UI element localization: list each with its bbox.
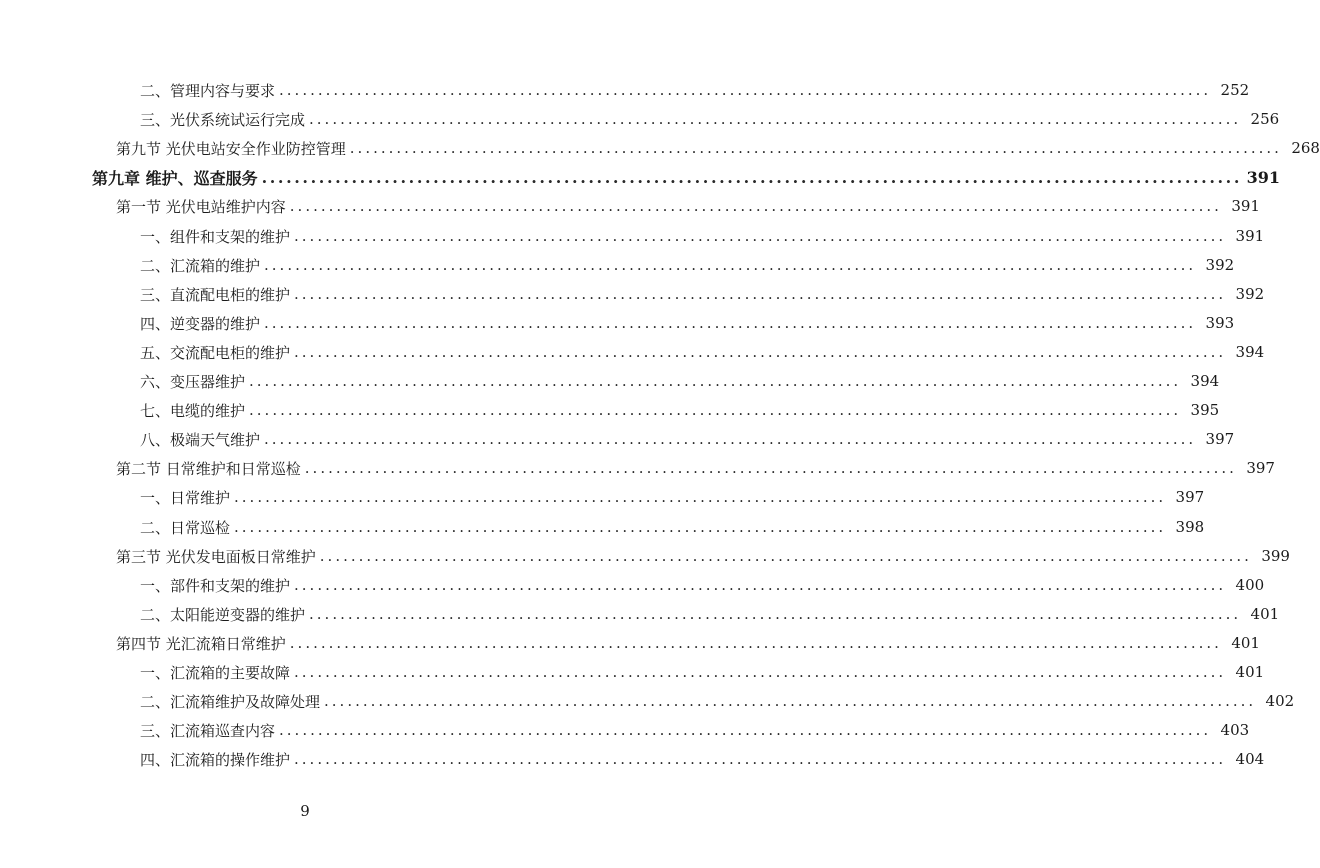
toc-entry-label: 八、极端天气维护 [140,430,261,449]
toc-entry-label: 二、汇流箱维护及故障处理 [140,692,321,711]
toc-entry-item [0,78,1250,102]
toc-entry-label: 二、日常巡检 [140,518,231,537]
toc-entry-item [0,398,1220,422]
toc-entry-item [0,224,1265,248]
toc-entry-page: 401 [1231,634,1260,652]
dot-leader: ........................................................................................................................ [264,256,1197,274]
toc-entry-label: 三、直流配电柜的维护 [140,285,291,304]
dot-leader: ........................................................................................................................ [349,139,1282,157]
toc-entry-item [0,253,1235,277]
toc-entry-page: 401 [1235,663,1265,681]
dot-leader: ........................................................................................................................ [234,488,1167,506]
toc-entry-label: 三、汇流箱巡查内容 [140,721,276,740]
toc-entry-item [0,427,1235,451]
dot-leader: ........................................................................................................................ [279,81,1212,99]
toc-entry-page: 391 [1231,197,1260,215]
dot-leader: ........................................................................................................................ [294,750,1227,768]
toc-entry-label: 二、管理内容与要求 [140,81,276,100]
toc-entry-page: 401 [1250,605,1280,623]
toc-entry-item [0,602,1280,626]
dot-leader: ........................................................................................................................ [319,547,1252,565]
dot-leader: ........................................................................................................................ [304,459,1237,477]
toc-entry-chapter [0,165,1281,189]
toc-entry-page: 394 [1235,343,1265,361]
toc-entry-page: 400 [1235,576,1265,594]
toc-entry-label: 一、组件和支架的维护 [140,227,291,246]
toc-entry-section [0,136,1320,160]
dot-leader: ........................................................................................................................ [279,721,1212,739]
toc-entry-item [0,485,1205,509]
toc-entry-item [0,282,1265,306]
toc-entry-section [0,544,1290,568]
page-number: 9 [300,802,310,820]
toc-entry-page: 391 [1235,227,1265,245]
toc-entry-label: 第九章 维护、巡查服务 [92,168,258,188]
dot-leader: ........................................................................................................................ [249,372,1182,390]
toc-entry-item [0,573,1265,597]
toc-entry-label: 四、逆变器的维护 [140,314,261,333]
toc-entry-label: 第三节 光伏发电面板日常维护 [116,547,316,566]
toc-entry-page: 398 [1175,518,1205,536]
toc-entry-label: 四、汇流箱的操作维护 [140,750,291,769]
toc-entry-item [0,311,1235,335]
toc-entry-page: 404 [1235,750,1265,768]
toc-entry-label: 六、变压器维护 [140,372,246,391]
toc-entry-page: 399 [1261,547,1290,565]
dot-leader: ........................................................................................................................ [264,314,1197,332]
dot-leader: ........................................................................................................................ [249,401,1182,419]
toc-entry-page: 397 [1175,488,1205,506]
toc-entry-label: 二、汇流箱的维护 [140,256,261,275]
toc-entry-label: 五、交流配电柜的维护 [140,343,291,362]
toc-entry-page: 397 [1205,430,1235,448]
dot-leader: ........................................................................................................................ [234,518,1167,536]
toc-entry-item [0,660,1265,684]
toc-entry-label: 一、部件和支架的维护 [140,576,291,595]
toc-entry-page: 395 [1190,401,1220,419]
toc-entry-label: 一、汇流箱的主要故障 [140,663,291,682]
toc-entry-item [0,747,1265,771]
dot-leader: ........................................................................................................................ [294,285,1227,303]
toc-entry-item [0,369,1220,393]
dot-leader: ........................................................................................................................ [264,430,1197,448]
toc-entry-page: 391 [1246,167,1281,187]
dot-leader: ........................................................................................................................ [309,110,1242,128]
toc-entry-section [0,194,1260,218]
toc-entry-item [0,107,1280,131]
toc-entry-page: 402 [1265,692,1295,710]
toc-entry-section [0,631,1260,655]
dot-leader: ........................................................................................................................ [294,663,1227,681]
toc-entry-label: 七、电缆的维护 [140,401,246,420]
dot-leader: ........................................................................................................................ [289,197,1222,215]
toc-entry-section [0,456,1275,480]
toc-entry-label: 三、光伏系统试运行完成 [140,110,306,129]
dot-leader: ........................................................................................................................ [294,576,1227,594]
toc-entry-page: 397 [1246,459,1275,477]
toc-entry-page: 392 [1205,256,1235,274]
toc-entry-label: 第四节 光汇流箱日常维护 [116,634,286,653]
toc-entry-label: 第二节 日常维护和日常巡检 [116,459,301,478]
dot-leader: ........................................................................................................................ [294,343,1227,361]
dot-leader: ........................................................................................................................ [261,167,1243,187]
toc-entry-item [0,340,1265,364]
toc-entry-label: 二、太阳能逆变器的维护 [140,605,306,624]
toc-entry-page: 256 [1250,110,1280,128]
dot-leader: ........................................................................................................................ [324,692,1257,710]
toc-entry-item [0,689,1295,713]
toc-entry-page: 392 [1235,285,1265,303]
toc-entry-item [0,515,1205,539]
toc-entry-label: 第一节 光伏电站维护内容 [116,197,286,216]
toc-entry-page: 393 [1205,314,1235,332]
toc-entry-label: 第九节 光伏电站安全作业防控管理 [116,139,346,158]
dot-leader: ........................................................................................................................ [309,605,1242,623]
toc-entry-item [0,718,1250,742]
toc-entry-page: 403 [1220,721,1250,739]
toc-entry-label: 一、日常维护 [140,488,231,507]
dot-leader: ........................................................................................................................ [289,634,1222,652]
toc-entry-page: 394 [1190,372,1220,390]
dot-leader: ........................................................................................................................ [294,227,1227,245]
toc-entry-page: 268 [1291,139,1320,157]
toc-entry-page: 252 [1220,81,1250,99]
